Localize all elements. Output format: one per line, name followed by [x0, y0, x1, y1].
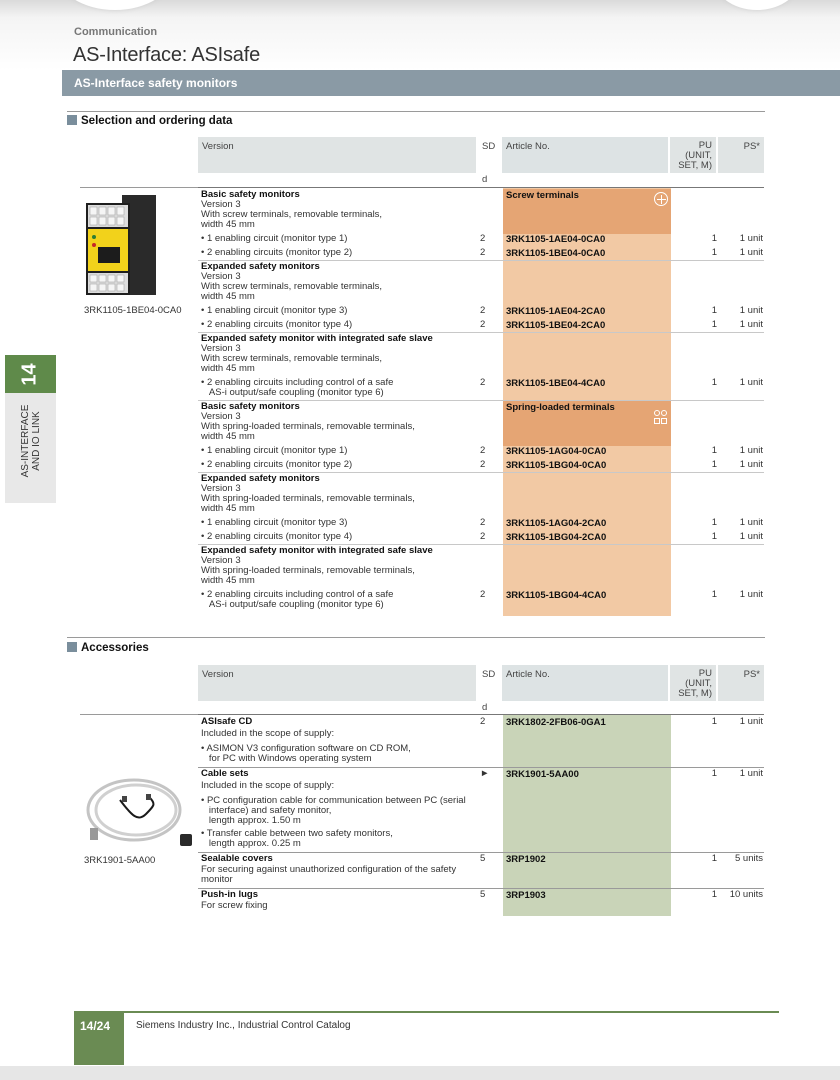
item-description: • 1 enabling circuit (monitor type 1): [201, 233, 348, 244]
pu-value: 1: [711, 305, 717, 316]
group-description: Version 3: [201, 271, 241, 282]
sd-value: ►: [480, 768, 490, 779]
accessory-description: for PC with Windows operating system: [201, 753, 372, 764]
accessory-description: For screw fixing: [201, 900, 268, 911]
group-description: Version 3: [201, 343, 241, 354]
sd-value: 2: [480, 716, 486, 727]
group-description: width 45 mm: [201, 291, 255, 302]
article-number: 3RK1105-1AG04-0CA0: [506, 446, 607, 457]
ps-value: 10 units: [729, 889, 763, 900]
subtitle: AS-Interface safety monitors: [74, 76, 238, 90]
group-description: With spring-loaded terminals, removable terminals,: [201, 421, 415, 432]
screw-terminal-icon: [654, 192, 668, 206]
ps-value: 1 unit: [739, 445, 763, 456]
ps-value: 1 unit: [739, 233, 763, 244]
sd-value: 2: [480, 377, 486, 388]
article-number: 3RP1903: [506, 890, 546, 901]
ps-value: 1 unit: [739, 531, 763, 542]
col-sd: SD: [478, 137, 500, 173]
sd-value: 5: [480, 853, 486, 864]
group-description: Version 3: [201, 555, 241, 566]
footer-text: Siemens Industry Inc., Industrial Control Catalog: [136, 1020, 351, 1031]
col-pu: PU (UNIT, SET, M): [670, 665, 716, 701]
group-description: With screw terminals, removable terminals,: [201, 353, 383, 364]
group-title: Expanded safety monitor with integrated safe slave: [201, 333, 433, 344]
chapter-label: AS-INTERFACE AND IO LINK: [20, 404, 42, 478]
col-version: Version: [198, 137, 476, 173]
group-description: width 45 mm: [201, 431, 255, 442]
selection-heading: Selection and ordering data: [67, 115, 232, 127]
pu-value: 1: [711, 716, 717, 727]
item-description: • 2 enabling circuits (monitor type 2): [201, 459, 353, 470]
sd-value: 2: [480, 459, 486, 470]
accessory-description: monitor: [201, 874, 233, 885]
accessory-title: Push-in lugs: [201, 889, 258, 900]
bottom-strip: [0, 1066, 840, 1080]
article-column-green: [503, 715, 671, 916]
ps-value: 5 units: [735, 853, 763, 864]
sd-value: 2: [480, 319, 486, 330]
accessory-description: interface) and safety monitor,: [201, 805, 332, 816]
sd-value: 2: [480, 531, 486, 542]
accessories-heading: Accessories: [67, 642, 149, 654]
article-number: 3RK1105-1AG04-2CA0: [506, 518, 607, 529]
col-article: Article No.: [502, 665, 668, 701]
selection-table-header: [198, 137, 764, 183]
pu-value: 1: [711, 445, 717, 456]
chapter-number: 14: [5, 355, 56, 393]
ps-value: 1 unit: [739, 716, 763, 727]
ps-value: 1 unit: [739, 768, 763, 779]
group-description: width 45 mm: [201, 363, 255, 374]
col-version: Version: [198, 665, 476, 701]
col-pu: PU (UNIT, SET, M): [670, 137, 716, 173]
group-title: Basic safety monitors: [201, 189, 300, 200]
ps-value: 1 unit: [739, 459, 763, 470]
section-kicker: Communication: [74, 26, 158, 38]
group-description: width 45 mm: [201, 219, 255, 230]
group-description: Version 3: [201, 199, 241, 210]
group-description: width 45 mm: [201, 503, 255, 514]
header-rule: [198, 187, 764, 188]
subtitle-bar: [62, 70, 840, 96]
article-number: 3RK1105-1BE04-2CA0: [506, 320, 606, 331]
col-sd-sub: d: [482, 174, 488, 185]
accessory-description: • PC configuration cable for communication between PC (serial: [201, 795, 466, 806]
item-description: • 2 enabling circuits including control of a safe: [201, 377, 394, 388]
ps-value: 1 unit: [739, 589, 763, 600]
header-rule: [198, 714, 764, 715]
col-article: Article No.: [502, 137, 668, 173]
group-description: Version 3: [201, 483, 241, 494]
accessory-description: length approx. 0.25 m: [201, 838, 301, 849]
item-description: • 1 enabling circuit (monitor type 3): [201, 305, 348, 316]
group-description: With spring-loaded terminals, removable terminals,: [201, 565, 415, 576]
sd-value: 2: [480, 233, 486, 244]
sd-value: 2: [480, 445, 486, 456]
ps-value: 1 unit: [739, 319, 763, 330]
col-sd: SD: [478, 665, 500, 701]
spring-terminal-icon: [654, 410, 668, 426]
article-number: 3RK1901-5AA00: [506, 769, 579, 780]
item-description: • 2 enabling circuits (monitor type 4): [201, 531, 353, 542]
article-number: 3RK1105-1BG04-0CA0: [506, 460, 607, 471]
pu-value: 1: [711, 531, 717, 542]
accessory-description: For securing against unauthorized configuration of the safety: [201, 864, 457, 875]
group-description: With spring-loaded terminals, removable terminals,: [201, 493, 415, 504]
article-number: 3RP1902: [506, 854, 546, 865]
page-title: AS-Interface: ASIsafe: [73, 44, 261, 66]
col-ps: PS*: [718, 137, 764, 173]
article-number: 3RK1105-1BE04-4CA0: [506, 378, 606, 389]
sd-value: 2: [480, 305, 486, 316]
pu-value: 1: [711, 377, 717, 388]
accessories-table-header: [198, 665, 764, 711]
group-description: Version 3: [201, 411, 241, 422]
article-number: 3RK1105-1BG04-2CA0: [506, 532, 607, 543]
sd-value: 2: [480, 517, 486, 528]
accessory-title: Sealable covers: [201, 853, 273, 864]
article-number: 3RK1802-2FB06-0GA1: [506, 717, 606, 728]
article-number: 3RK1105-1BE04-0CA0: [506, 248, 606, 259]
safety-monitor-image: [84, 193, 158, 299]
accessory-description: Included in the scope of supply:: [201, 728, 335, 739]
sd-value: 5: [480, 889, 486, 900]
ps-value: 1 unit: [739, 517, 763, 528]
chapter-tab[interactable]: [5, 355, 56, 503]
section-rule: [67, 637, 765, 638]
pu-value: 1: [711, 517, 717, 528]
group-title: Basic safety monitors: [201, 401, 300, 412]
group-description: With screw terminals, removable terminals,: [201, 209, 383, 220]
accessory-title: Cable sets: [201, 768, 249, 779]
pu-value: 1: [711, 768, 717, 779]
sd-value: 2: [480, 589, 486, 600]
pu-value: 1: [711, 889, 717, 900]
article-number: 3RK1105-1AE04-2CA0: [506, 306, 606, 317]
sd-value: 2: [480, 247, 486, 258]
accessory-description: Included in the scope of supply:: [201, 780, 335, 791]
item-description: • 2 enabling circuits (monitor type 2): [201, 247, 353, 258]
group-description: width 45 mm: [201, 575, 255, 586]
ps-value: 1 unit: [739, 247, 763, 258]
page-number: 14/24: [74, 1013, 124, 1065]
item-description: AS-i output/safe coupling (monitor type 6): [201, 387, 384, 398]
group-description: With screw terminals, removable terminals,: [201, 281, 383, 292]
group-title: Expanded safety monitors: [201, 473, 320, 484]
accessory-description: length approx. 1.50 m: [201, 815, 301, 826]
article-number: 3RK1105-1BG04-4CA0: [506, 590, 607, 601]
section-rule: [67, 111, 765, 112]
figure-rule: [80, 187, 198, 188]
accessory-description: • Transfer cable between two safety monitors,: [201, 828, 393, 839]
accessory-title: ASIsafe CD: [201, 716, 253, 727]
item-description: • 2 enabling circuits including control of a safe: [201, 589, 394, 600]
device-caption: 3RK1105-1BE04-0CA0: [84, 305, 182, 316]
ps-value: 1 unit: [739, 377, 763, 388]
accessory-description: • ASIMON V3 configuration software on CD ROM,: [201, 743, 411, 754]
item-description: AS-i output/safe coupling (monitor type 6): [201, 599, 384, 610]
pu-value: 1: [711, 853, 717, 864]
col-ps: PS*: [718, 665, 764, 701]
item-description: • 1 enabling circuit (monitor type 3): [201, 517, 348, 528]
pu-value: 1: [711, 459, 717, 470]
footer-rule: [74, 1011, 779, 1013]
item-description: • 1 enabling circuit (monitor type 1): [201, 445, 348, 456]
pu-value: 1: [711, 589, 717, 600]
figure-rule: [80, 714, 198, 715]
terminal-type-label: Spring-loaded terminals: [506, 402, 615, 413]
pu-value: 1: [711, 233, 717, 244]
pu-value: 1: [711, 247, 717, 258]
col-sd-sub: d: [482, 702, 488, 713]
cable-caption: 3RK1901-5AA00: [84, 855, 156, 866]
item-description: • 2 enabling circuits (monitor type 4): [201, 319, 353, 330]
cable-set-image: [84, 770, 196, 850]
terminal-type-label: Screw terminals: [506, 190, 579, 201]
group-title: Expanded safety monitors: [201, 261, 320, 272]
ps-value: 1 unit: [739, 305, 763, 316]
pu-value: 1: [711, 319, 717, 330]
group-title: Expanded safety monitor with integrated safe slave: [201, 545, 433, 556]
article-number: 3RK1105-1AE04-0CA0: [506, 234, 606, 245]
